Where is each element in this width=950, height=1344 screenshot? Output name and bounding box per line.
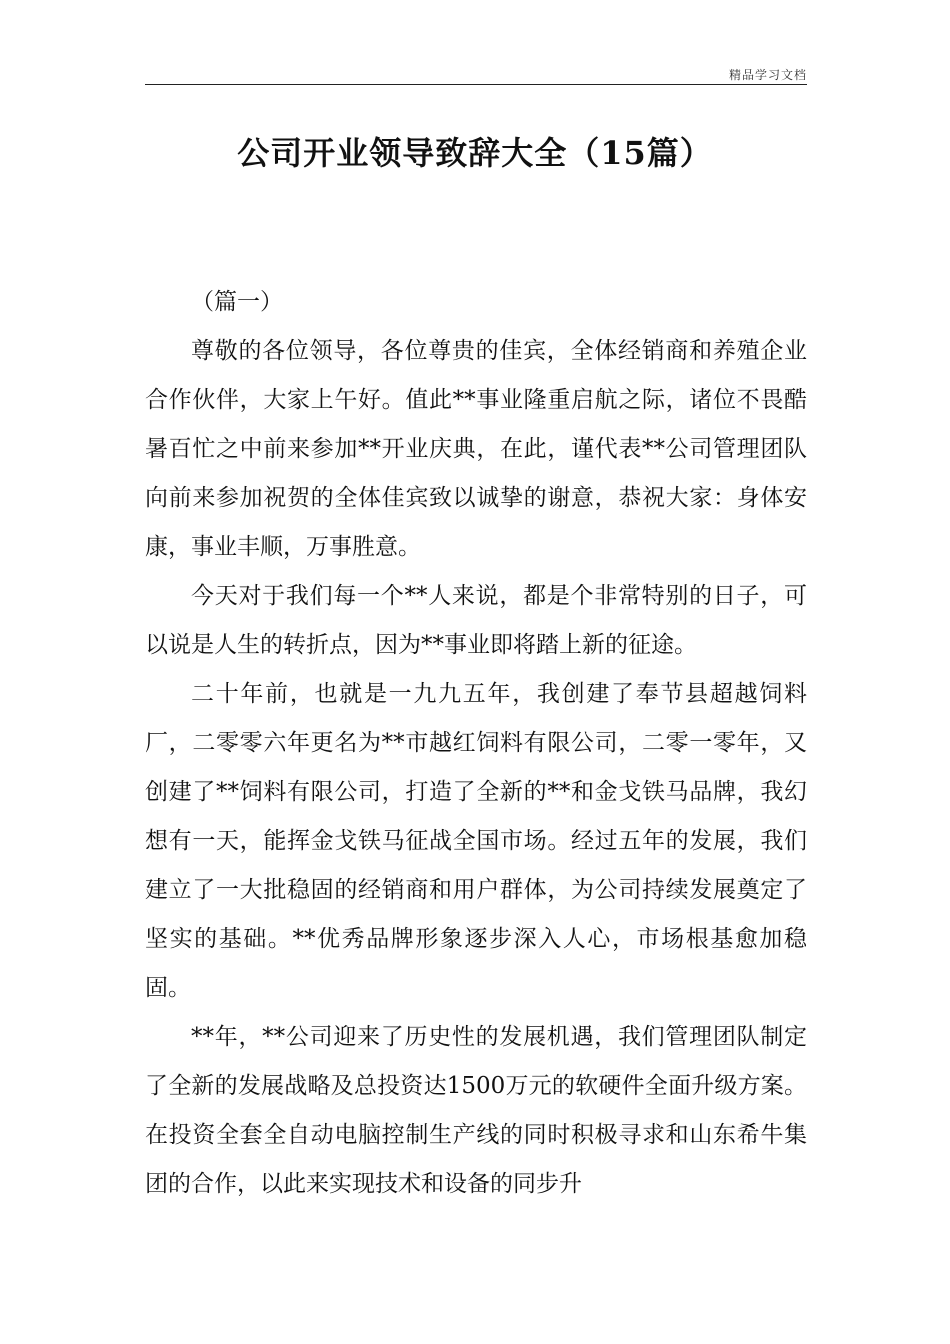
paragraph-history: 二十年前，也就是一九九五年，我创建了奉节县超越饲料厂，二零零六年更名为**市越红饲料有限公司，二零一零年，又创建了**饲料有限公司，打造了全新的**和金戈铁马品牌，我幻想有一天，能挥金戈铁马征战全国市场。经过五年的发展，我们建立了一大批稳固的经销商和用户群体，为公司持续发展奠定了坚实的基础。**优秀品牌形象逐步深入人心，市场根基愈加稳固。	[145, 681, 807, 1001]
paragraph-special-day: 今天对于我们每一个**人来说，都是个非常特别的日子，可以说是人生的转折点，因为**事业即将踏上新的征途。	[145, 583, 807, 658]
paragraph-greeting: 尊敬的各位领导，各位尊贵的佳宾，全体经销商和养殖企业合作伙伴，大家上午好。值此**事业隆重启航之际，诸位不畏酷暑百忙之中前来参加**开业庆典，在此，谨代表**公司管理团队向前来参加祝贺的全体佳宾致以诚挚的谢意，恭祝大家：身体安康，事业丰顺，万事胜意。	[145, 338, 807, 560]
document-body	[145, 278, 807, 1209]
document-title: 公司开业领导致辞大全（15篇）	[237, 134, 713, 172]
paragraph-development: **年，**公司迎来了历史性的发展机遇，我们管理团队制定了全新的发展战略及总投资达1500万元的软硬件全面升级方案。在投资全套全自动电脑控制生产线的同时积极寻求和山东希牛集团的合作，以此来实现技术和设备的同步升	[145, 1024, 807, 1197]
page-header	[145, 62, 807, 85]
section-label: （篇一）	[191, 289, 283, 315]
header-label: 精品学习文档	[728, 68, 807, 82]
